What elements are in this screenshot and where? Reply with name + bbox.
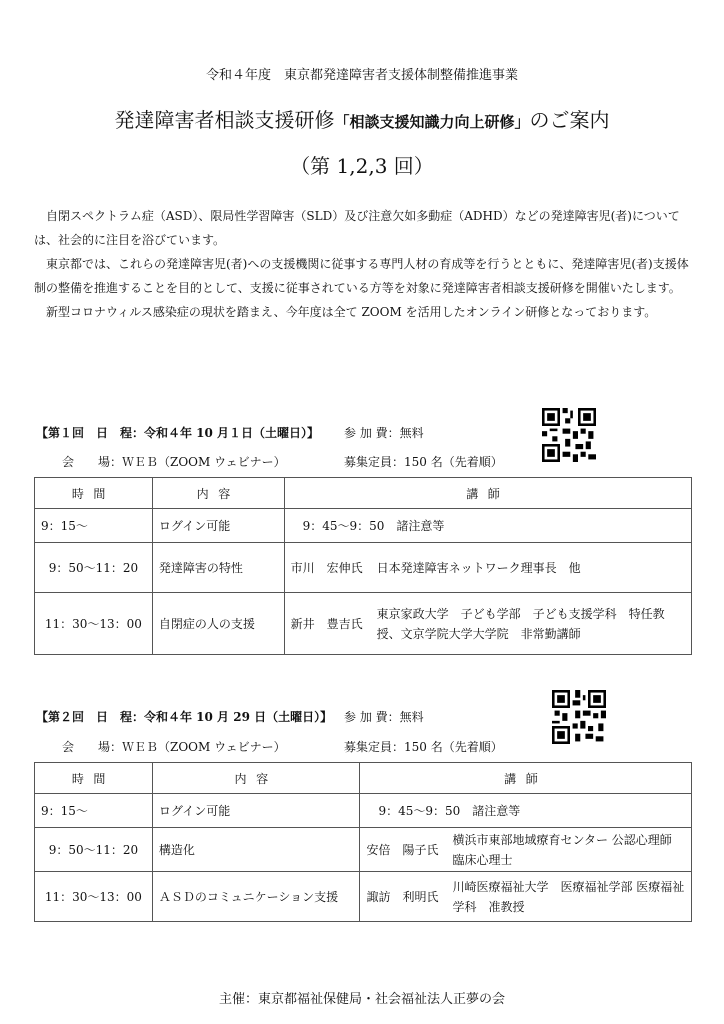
column-header: 内容 xyxy=(152,478,284,509)
lecturer-cell xyxy=(284,509,691,543)
lecturer-name: 諏訪 利明氏 xyxy=(366,890,439,904)
lecturer-affiliation: 横浜市東部地域療育センター 公認心理師 臨床心理士 xyxy=(452,832,684,867)
intro-paragraph-2: 東京都では、これらの発達障害児(者)への支援機関に従事する専門人材の育成等を行うとともに、発達障害児(者)支援体制の整備を推進することを目的として、支援に従事されている方等を対象に発達障害者相談支援研修を開催いたします。 xyxy=(34,257,689,295)
intro-paragraph-1: 自閉スペクトラム症（ASD）、限局性学習障害（SLD）及び注意欠如多動症（ADHD）などの発達障害児(者)については、社会的に注目を浴びています。 xyxy=(34,209,680,247)
lecturer-name: 新井 豊吉氏 xyxy=(290,617,363,631)
lecturer-cell xyxy=(284,543,691,593)
time-cell: 11：30～13：00 xyxy=(35,593,153,655)
time-cell: 9：50～11：20 xyxy=(35,828,153,872)
time-cell: 11：30～13：00 xyxy=(35,872,153,922)
column-header: 講師 xyxy=(360,763,692,794)
title-main: 発達障害者相談支援研修 xyxy=(114,108,335,132)
content-cell: ＡＳＤのコミュニケーション支援 xyxy=(152,872,360,922)
table-row xyxy=(35,509,692,543)
lecturer-cell xyxy=(360,872,692,922)
session2-schedule-table xyxy=(34,762,692,922)
table-row xyxy=(35,828,692,872)
session1-qr-code[interactable] xyxy=(542,408,596,462)
session2-date: 【第２回 日 程：令和４年 10 月 29 日（土曜日）】 xyxy=(36,710,333,724)
session2-qr-code[interactable] xyxy=(552,690,606,744)
content-cell: 発達障害の特性 xyxy=(152,543,284,593)
session1-venue: 会 場：ＷＥＢ（ZOOM ウェビナー） xyxy=(62,455,286,469)
session1-fee: 参 加 費：無料 xyxy=(344,426,424,440)
column-header: 時間 xyxy=(35,478,153,509)
time-cell: 9：15～ xyxy=(35,794,153,828)
lecturer-affiliation: 東京家政大学 子ども学部 子ども支援学科 特任教授、文京学院大学大学院 非常勤講師 xyxy=(376,606,665,641)
session1-capacity: 募集定員：150 名（先着順） xyxy=(344,455,503,469)
column-header: 時間 xyxy=(35,763,153,794)
title-end: のご案内 xyxy=(529,108,610,132)
content-cell: 構造化 xyxy=(152,828,360,872)
lecturer-affiliation: 川崎医療福祉大学 医療福祉学部 医療福祉学科 准教授 xyxy=(452,879,685,914)
column-header: 講師 xyxy=(284,478,691,509)
session1-schedule-table xyxy=(34,477,692,655)
lecturer-name: 安倍 陽子氏 xyxy=(366,843,439,857)
content-cell: ログイン可能 xyxy=(152,509,284,543)
session2-venue: 会 場：ＷＥＢ（ZOOM ウェビナー） xyxy=(62,740,286,754)
table-row xyxy=(35,543,692,593)
intro-paragraph-3: 新型コロナウィルス感染症の現状を踏まえ、今年度は全て ZOOM を活用したオンライン研修となっております。 xyxy=(46,305,657,319)
lecturer-cell xyxy=(360,794,692,828)
table-row xyxy=(35,872,692,922)
table-row xyxy=(35,794,692,828)
time-cell: 9：50～11：20 xyxy=(35,543,153,593)
content-cell: 自閉症の人の支援 xyxy=(152,593,284,655)
title-bracket: 「相談支援知識力向上研修」 xyxy=(334,113,530,131)
column-header: 内容 xyxy=(152,763,360,794)
lecturer-cell xyxy=(360,828,692,872)
session1-date: 【第１回 日 程：令和４年 10 月１日（土曜日）】 xyxy=(36,426,320,440)
detail-text: 9：45～9：50 諸注意等 xyxy=(378,804,521,818)
table-row xyxy=(35,593,692,655)
time-cell: 9：15～ xyxy=(35,509,153,543)
detail-text: 9：45～9：50 諸注意等 xyxy=(302,519,445,533)
lecturer-cell xyxy=(284,593,691,655)
session2-capacity: 募集定員：150 名（先着順） xyxy=(344,740,503,754)
program-subtitle: 令和４年度 東京都発達障害者支援体制整備推進事業 xyxy=(205,68,518,83)
sessions-label: （第 1,2,3 回） xyxy=(290,154,434,178)
lecturer-affiliation: 日本発達障害ネットワーク理事長 他 xyxy=(376,561,581,575)
lecturer-name: 市川 宏伸氏 xyxy=(290,561,363,575)
intro-text xyxy=(34,204,694,324)
organizer-footer: 主催：東京都福祉保健局・社会福祉法人正夢の会 xyxy=(218,992,505,1007)
page-title xyxy=(0,104,724,133)
content-cell: ログイン可能 xyxy=(152,794,360,828)
session2-fee: 参 加 費：無料 xyxy=(344,710,424,724)
